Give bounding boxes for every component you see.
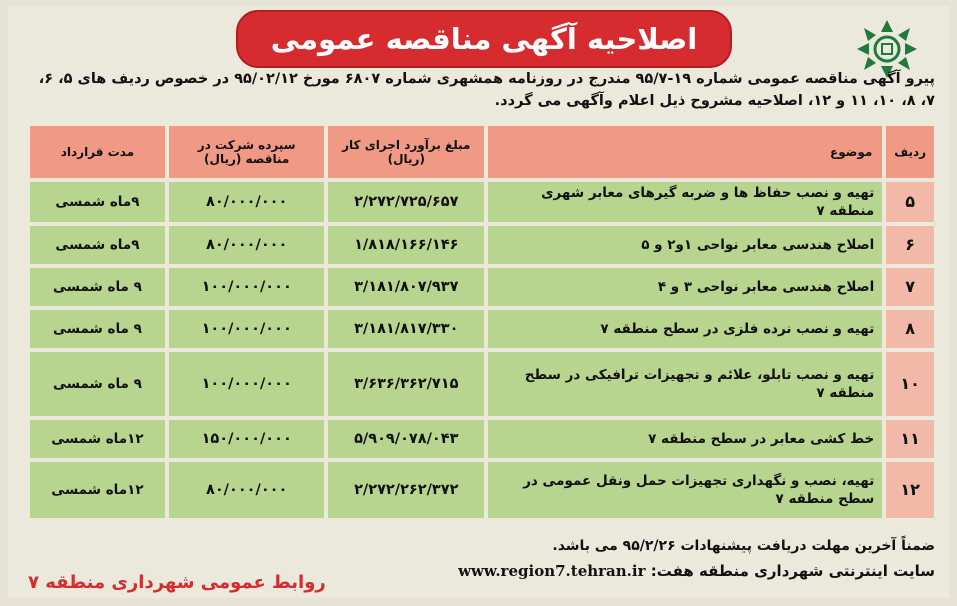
row-radif: ۶ [886,226,934,264]
row-duration: ۹ ماه شمسی [30,352,165,416]
table-header-row [30,126,934,178]
row-subject: تهیه، نصب و نگهداری تجهیزات حمل ونقل عمومی در سطح منطقه ۷ [488,462,882,518]
table-row [30,226,934,264]
row-estimate: ۱/۸۱۸/۱۶۶/۱۴۶ [328,226,484,264]
row-duration: ۹ماه شمسی [30,182,165,222]
tender-notice [8,6,949,598]
row-duration: ۹ماه شمسی [30,226,165,264]
row-duration: ۱۲ماه شمسی [30,420,165,458]
notice-title: اصلاحیه آگهی مناقصه عمومی [270,22,698,56]
row-estimate: ۳/۱۸۱/۸۰۷/۹۳۷ [328,268,484,306]
row-deposit: ۸۰/۰۰۰/۰۰۰ [169,226,325,264]
row-deposit: ۱۰۰/۰۰۰/۰۰۰ [169,310,325,348]
row-subject: خط کشی معابر در سطح منطقه ۷ [488,420,882,458]
header-duration: مدت قرارداد [30,126,165,178]
tender-table [26,122,938,522]
row-subject: تهیه و نصب حفاظ ها و ضربه گیرهای معابر شهری منطقه ۷ [488,182,882,222]
row-duration: ۹ ماه شمسی [30,268,165,306]
title-banner [236,10,732,68]
row-radif: ۵ [886,182,934,222]
website-label: سایت اینترنتی شهرداری منطقه هفت: [650,562,935,580]
row-subject: اصلاح هندسی معابر نواحی ۳ و ۴ [488,268,882,306]
row-deposit: ۸۰/۰۰۰/۰۰۰ [169,182,325,222]
row-radif: ۱۱ [886,420,934,458]
website-line [458,562,935,580]
website-url[interactable]: www.region7.tehran.ir [458,562,646,580]
header-radif: ردیف [886,126,934,178]
row-estimate: ۲/۲۷۲/۷۲۵/۶۵۷ [328,182,484,222]
row-radif: ۷ [886,268,934,306]
row-radif: ۸ [886,310,934,348]
row-deposit: ۸۰/۰۰۰/۰۰۰ [169,462,325,518]
row-estimate: ۳/۶۳۶/۳۶۲/۷۱۵ [328,352,484,416]
row-radif: ۱۲ [886,462,934,518]
deadline-note: ضمناً آخرین مهلت دریافت پیشنهادات ۹۵/۲/۲۶ می باشد. [552,538,935,554]
row-subject: تهیه و نصب نرده فلزی در سطح منطقه ۷ [488,310,882,348]
department-signature: روابط عمومی شهرداری منطقه ۷ [28,572,326,593]
table-row [30,352,934,416]
row-estimate: ۲/۲۷۲/۲۶۲/۳۷۲ [328,462,484,518]
table-row [30,462,934,518]
row-radif: ۱۰ [886,352,934,416]
intro-paragraph: پیرو آگهی مناقصه عمومی شماره ۱۹-۹۵/۷ مندرج در روزنامه همشهری شماره ۶۸۰۷ مورخ ۹۵/۰۲/۱۲ در خصوص ردیف های ۵، ۶، ۷، ۸، ۱۰، ۱۱ و ۱۲، اصلاحیه مشروح ذیل اعلام وآگهی می گردد. [38,71,935,109]
header-estimate: مبلغ برآورد اجرای کار (ریال) [328,126,484,178]
row-deposit: ۱۰۰/۰۰۰/۰۰۰ [169,268,325,306]
row-duration: ۹ ماه شمسی [30,310,165,348]
table-row [30,268,934,306]
row-deposit: ۱۰۰/۰۰۰/۰۰۰ [169,352,325,416]
row-estimate: ۵/۹۰۹/۰۷۸/۰۴۳ [328,420,484,458]
row-subject: اصلاح هندسی معابر نواحی ۱و۲ و ۵ [488,226,882,264]
row-deposit: ۱۵۰/۰۰۰/۰۰۰ [169,420,325,458]
row-duration: ۱۲ماه شمسی [30,462,165,518]
table-row [30,182,934,222]
row-estimate: ۳/۱۸۱/۸۱۷/۳۳۰ [328,310,484,348]
row-subject: تهیه و نصب تابلو، علائم و تجهیزات ترافیکی در سطح منطقه ۷ [488,352,882,416]
table-row [30,420,934,458]
header-subject: موضوع [488,126,882,178]
table-row [30,310,934,348]
header-deposit: سپرده شرکت در مناقصه (ریال) [169,126,325,178]
